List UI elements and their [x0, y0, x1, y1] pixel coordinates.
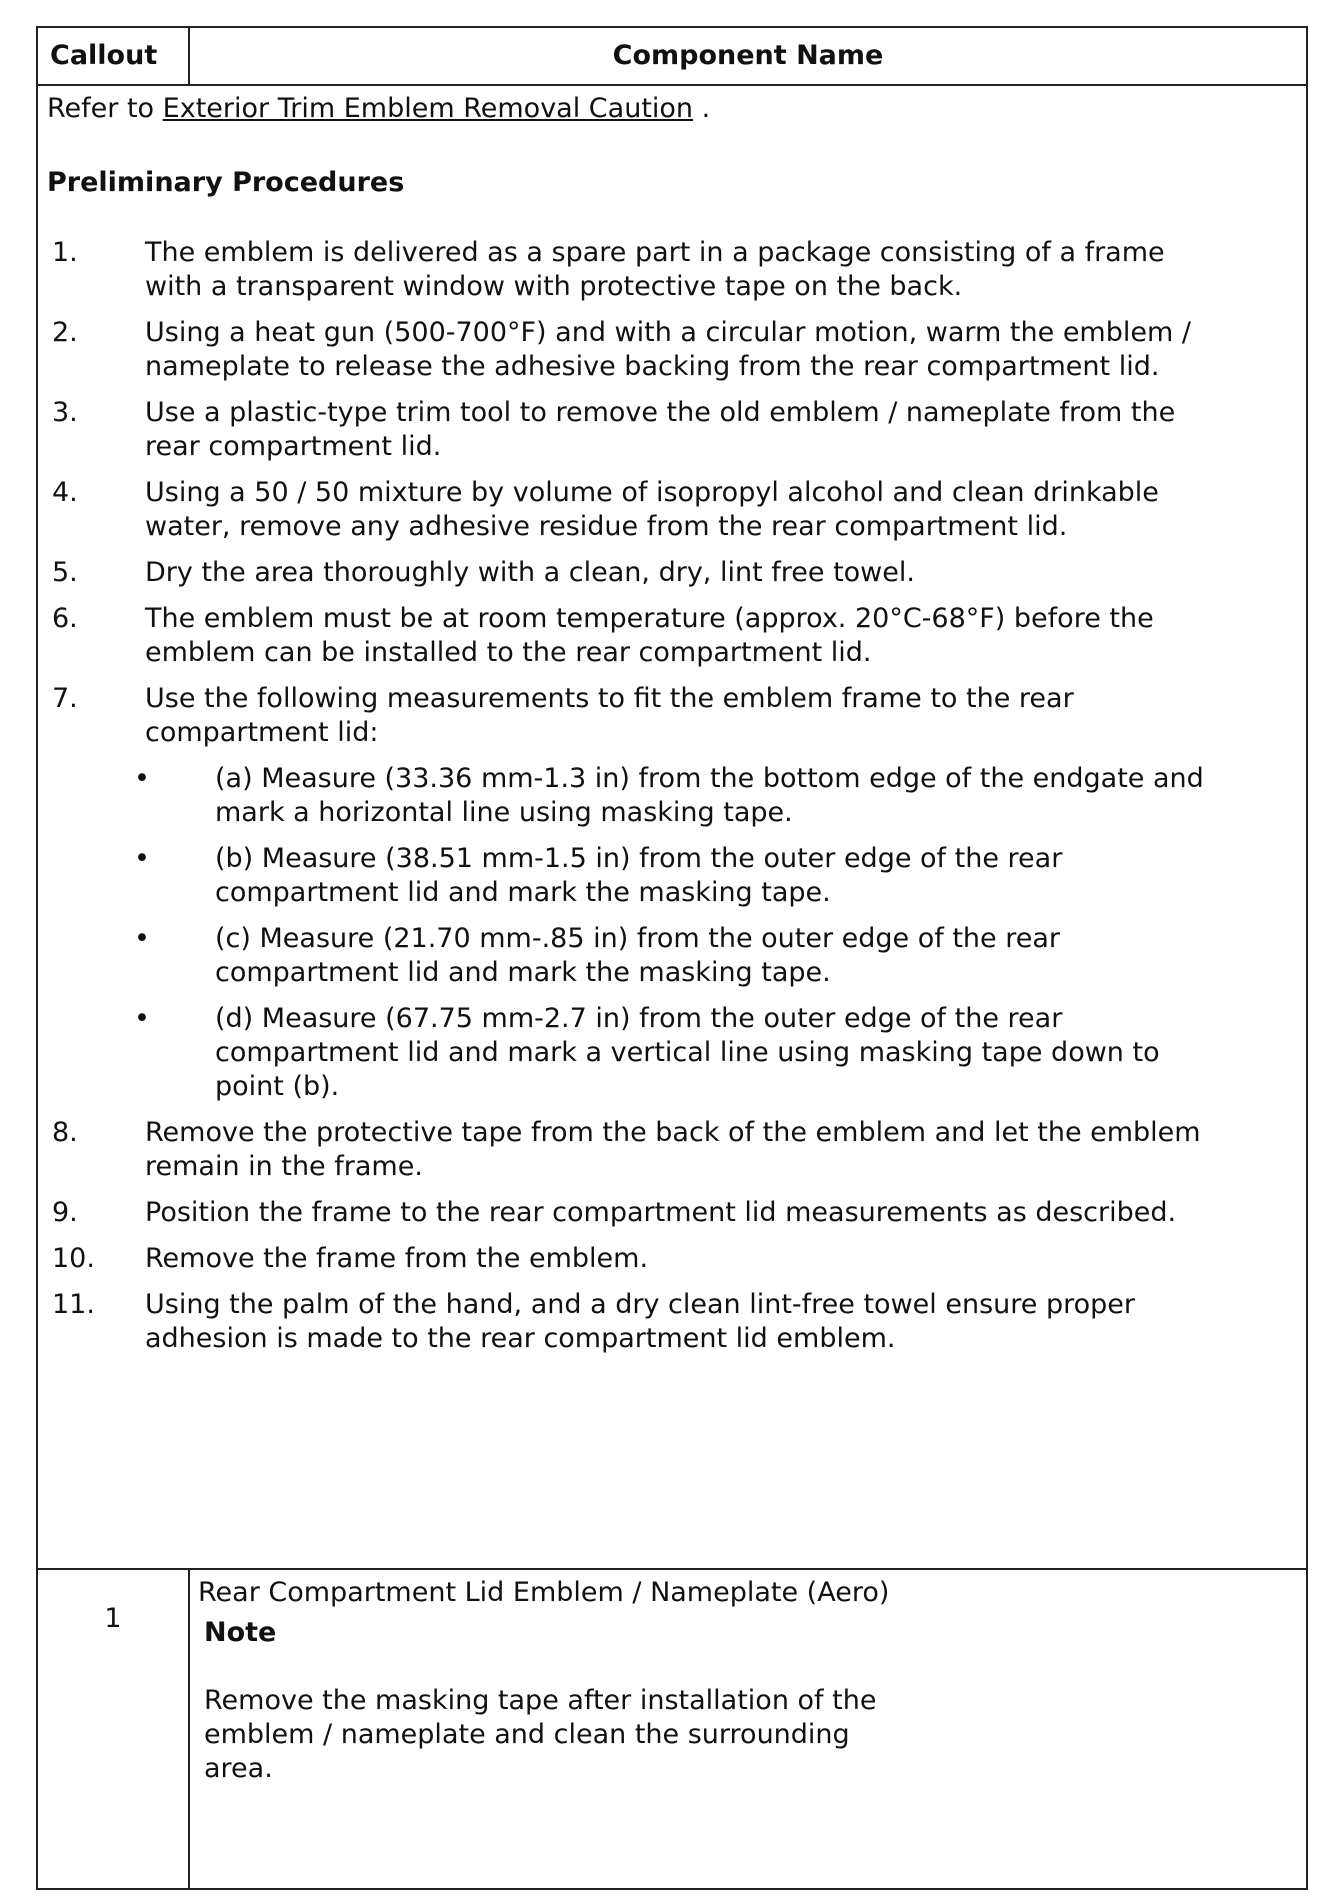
step-number: 8. — [52, 1117, 78, 1148]
step-text: Dry the area thoroughly with a clean, dry, lint free towel. — [145, 557, 915, 588]
procedure-step — [47, 396, 1211, 464]
exterior-trim-caution-link[interactable]: Exterior Trim Emblem Removal Caution — [162, 93, 694, 124]
component-cell — [198, 1576, 1298, 1786]
refer-prefix: Refer to — [47, 93, 155, 124]
step-number: 3. — [52, 397, 78, 428]
callout-number: 1 — [104, 1603, 122, 1634]
measurement-sub-list — [134, 762, 1211, 1104]
step-number: 6. — [52, 603, 78, 634]
step-number: 10. — [52, 1243, 95, 1274]
bullet-icon: • — [134, 923, 150, 954]
step-number: 1. — [52, 237, 78, 268]
header-row-divider — [38, 84, 1306, 86]
procedure-step — [47, 1288, 1211, 1356]
header-column-divider — [188, 28, 190, 84]
refer-suffix: . — [701, 93, 711, 124]
component-name: Rear Compartment Lid Emblem / Nameplate (Aero) — [198, 1577, 890, 1608]
measurement-item — [134, 842, 1211, 910]
procedure-table — [36, 26, 1308, 1890]
measurement-text: (c) Measure (21.70 mm-.85 in) from the outer edge of the rear compartment lid and mark the masking tape. — [215, 923, 1061, 988]
step-text: The emblem must be at room temperature (approx. 20°C-68°F) before the emblem can be installed to the rear compartment lid. — [145, 603, 1154, 668]
note-text: Remove the masking tape after installation of the emblem / nameplate and clean the surrounding area. — [204, 1685, 877, 1784]
step-number: 5. — [52, 557, 78, 588]
procedure-step — [47, 682, 1211, 1104]
procedure-step — [47, 236, 1211, 304]
step-number: 9. — [52, 1197, 78, 1228]
procedure-steps-list — [47, 236, 1287, 1356]
bullet-icon: • — [134, 843, 150, 874]
step-number: 4. — [52, 477, 78, 508]
step-text: Remove the frame from the emblem. — [145, 1243, 649, 1274]
bullet-icon: • — [134, 763, 150, 794]
step-text: Remove the protective tape from the back of the emblem and let the emblem remain in the frame. — [145, 1117, 1201, 1182]
refer-line — [47, 92, 1287, 126]
measurement-text: (a) Measure (33.36 mm-1.3 in) from the bottom edge of the endgate and mark a horizontal line using masking tape. — [215, 763, 1204, 828]
procedure-body — [47, 92, 1287, 1368]
measurement-text: (b) Measure (38.51 mm-1.5 in) from the outer edge of the rear compartment lid and mark the masking tape. — [215, 843, 1063, 908]
step-text: Use the following measurements to fit the emblem frame to the rear compartment lid: — [145, 683, 1074, 748]
step-text: Using the palm of the hand, and a dry clean lint-free towel ensure proper adhesion is made to the rear compartment lid emblem. — [145, 1289, 1135, 1354]
callout-column-header: Callout — [50, 40, 158, 71]
step-number: 11. — [52, 1289, 95, 1320]
component-name-column-header: Component Name — [612, 40, 884, 71]
measurement-item — [134, 762, 1211, 830]
measurement-text: (d) Measure (67.75 mm-2.7 in) from the outer edge of the rear compartment lid and mark a vertical line using masking tape down to point (b). — [215, 1003, 1160, 1102]
step-text: Position the frame to the rear compartment lid measurements as described. — [145, 1197, 1177, 1228]
measurement-item — [134, 922, 1211, 990]
step-number: 7. — [52, 683, 78, 714]
procedure-step — [47, 476, 1211, 544]
step-text: Use a plastic-type trim tool to remove the old emblem / nameplate from the rear compartment lid. — [145, 397, 1176, 462]
preliminary-procedures-heading: Preliminary Procedures — [47, 167, 405, 198]
step-text: Using a heat gun (500-700°F) and with a circular motion, warm the emblem / nameplate to release the adhesive backing from the rear compartment lid. — [145, 317, 1191, 382]
step-number: 2. — [52, 317, 78, 348]
bullet-icon: • — [134, 1003, 150, 1034]
measurement-item — [134, 1002, 1211, 1104]
procedure-step — [47, 316, 1211, 384]
procedure-step — [47, 1242, 1211, 1276]
procedure-step — [47, 602, 1211, 670]
procedure-step — [47, 1196, 1211, 1230]
procedure-step — [47, 1116, 1211, 1184]
component-column-divider — [188, 1568, 190, 1888]
step-text: The emblem is delivered as a spare part in a package consisting of a frame with a transparent window with protective tape on the back. — [145, 237, 1165, 302]
step-text: Using a 50 / 50 mixture by volume of isopropyl alcohol and clean drinkable water, remove any adhesive residue from the rear compartment lid. — [145, 477, 1159, 542]
procedure-step — [47, 556, 1211, 590]
component-row-divider — [38, 1568, 1306, 1570]
note-label: Note — [204, 1617, 277, 1648]
